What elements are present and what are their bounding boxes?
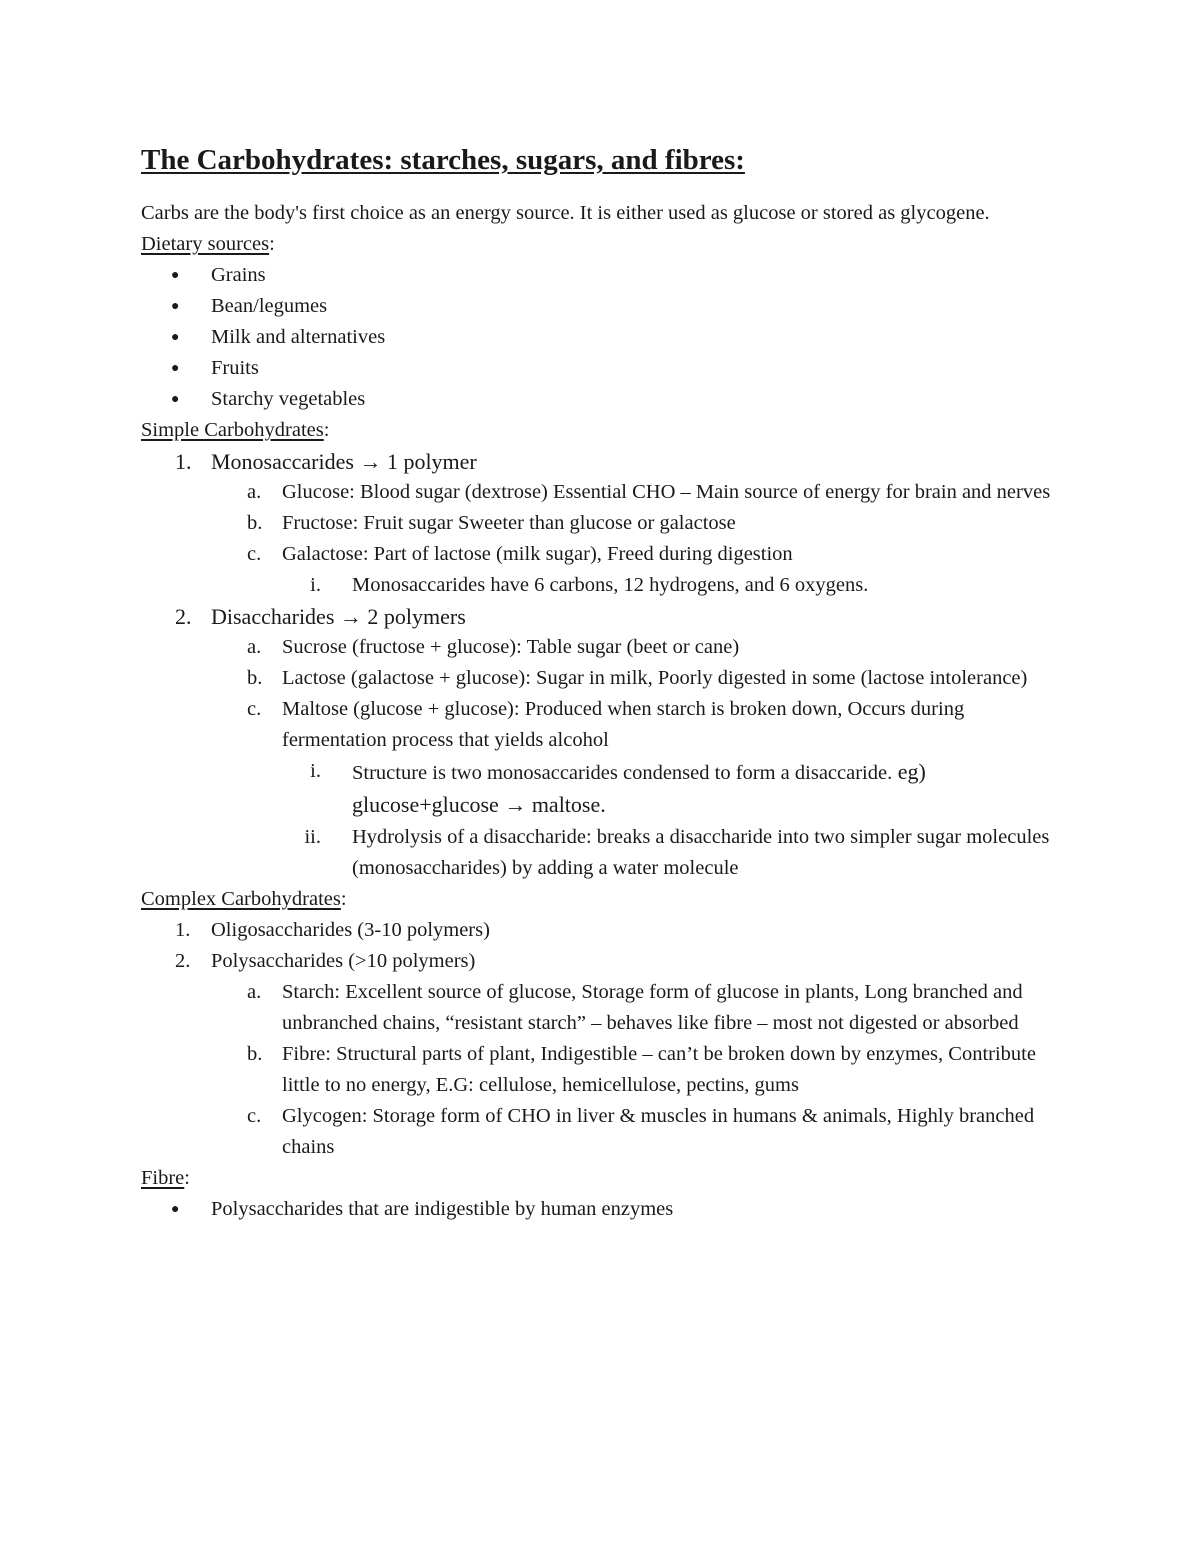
list-marker: c. xyxy=(247,543,262,565)
fibre-label: Fibre xyxy=(141,1167,185,1189)
dietary-sources-list xyxy=(141,260,1071,415)
simple-carbs-label: Simple Carbohydrates xyxy=(141,419,324,441)
maltose-text: Maltose (glucose + glucose): Produced when starch is broken down, Occurs during fermentation process that yields alcohol xyxy=(282,698,965,751)
list-marker: 2. xyxy=(175,950,191,972)
dietary-sources-label: Dietary sources xyxy=(141,233,270,255)
sucrose-text: Sucrose (fructose + glucose): Table sugar (beet or cane) xyxy=(282,636,740,658)
dietary-sources-heading: Dietary sources: xyxy=(141,233,275,255)
polysaccharides-text: Polysaccharides (>10 polymers) xyxy=(211,950,476,972)
monosaccarides-heading: Monosaccarides → 1 polymer xyxy=(211,449,477,474)
complex-carbs-label: Complex Carbohydrates xyxy=(141,888,341,910)
galactose-item xyxy=(141,539,1071,570)
oligosaccharides-item xyxy=(141,915,1071,946)
di-structure-text: Structure is two monosaccarides condensed to form a disaccaride. xyxy=(352,762,893,784)
disaccharides-item xyxy=(141,601,1071,632)
list-marker: 2. xyxy=(175,604,192,629)
list-marker: a. xyxy=(247,981,262,1003)
starch-text: Starch: Excellent source of glucose, Storage form of glucose in plants, Long branched and unbranched chains, “resistant starch” – behaves like fibre – most not digested or absorbed xyxy=(282,981,1023,1034)
list-marker: a. xyxy=(247,636,262,658)
intro-paragraph: Carbs are the body's first choice as an energy source. It is either used as glucose or stored as glycogene. xyxy=(141,202,990,224)
list-item: ● Grains xyxy=(141,260,1071,291)
polysaccharides-item xyxy=(141,946,1071,977)
document-page xyxy=(141,140,1071,1225)
complex-carbs-list xyxy=(141,915,1071,1163)
complex-carbs-heading: Complex Carbohydrates: xyxy=(141,888,347,910)
list-marker: c. xyxy=(247,1105,262,1127)
glucose-item xyxy=(141,477,1071,508)
lactose-text: Lactose (galactose + glucose): Sugar in milk, Poorly digested in some (lactose intolerance) xyxy=(282,667,1028,689)
fibre-text: Fibre: Structural parts of plant, Indigestible – can’t be broken down by enzymes, Contribute little to no energy, E.G: cellulose, hemicellulose, pectins, gums xyxy=(282,1043,1036,1096)
list-marker: 1. xyxy=(175,919,191,941)
fibre-heading: Fibre: xyxy=(141,1167,190,1189)
list-item: ● Polysaccharides that are indigestible by human enzymes xyxy=(141,1194,1071,1225)
mono-structure-text: Monosaccarides have 6 carbons, 12 hydrogens, and 6 oxygens. xyxy=(352,574,869,596)
list-item: ● Milk and alternatives xyxy=(141,322,1071,353)
di-structure-item xyxy=(141,756,1071,822)
fibre-list xyxy=(141,1194,1071,1225)
list-marker: c. xyxy=(247,698,262,720)
di-structure-example: eg) glucose+glucose → maltose. xyxy=(352,759,926,817)
page-title: The Carbohydrates: starches, sugars, and fibres: xyxy=(141,144,745,176)
list-marker: i. xyxy=(310,760,321,782)
glycogen-item xyxy=(141,1101,1071,1163)
simple-carbs-heading: Simple Carbohydrates: xyxy=(141,419,330,441)
fibre-item xyxy=(141,1039,1071,1101)
fructose-text: Fructose: Fruit sugar Sweeter than glucose or galactose xyxy=(282,512,736,534)
simple-carbs-list xyxy=(141,446,1071,884)
glycogen-text: Glycogen: Storage form of CHO in liver & muscles in humans & animals, Highly branched chains xyxy=(282,1105,1035,1158)
monosaccarides-item xyxy=(141,446,1071,477)
hydrolysis-item xyxy=(141,822,1071,884)
glucose-text: Glucose: Blood sugar (dextrose) Essential CHO – Main source of energy for brain and nerves xyxy=(282,481,1051,503)
hydrolysis-text: Hydrolysis of a disaccharide: breaks a disaccharide into two simpler sugar molecules (monosaccharides) by adding a water molecule xyxy=(352,826,1050,879)
list-marker: b. xyxy=(247,512,263,534)
lactose-item xyxy=(141,663,1071,694)
fructose-item xyxy=(141,508,1071,539)
list-marker: b. xyxy=(247,667,263,689)
oligosaccharides-text: Oligosaccharides (3-10 polymers) xyxy=(211,919,490,941)
list-item: ● Bean/legumes xyxy=(141,291,1071,322)
list-marker: a. xyxy=(247,481,262,503)
list-marker: b. xyxy=(247,1043,263,1065)
list-item: ● Starchy vegetables xyxy=(141,384,1071,415)
disaccharides-heading: Disaccharides → 2 polymers xyxy=(211,604,466,629)
mono-structure-item xyxy=(141,570,1071,601)
galactose-text: Galactose: Part of lactose (milk sugar), Freed during digestion xyxy=(282,543,793,565)
list-marker: i. xyxy=(310,574,321,596)
maltose-item xyxy=(141,694,1071,756)
sucrose-item xyxy=(141,632,1071,663)
list-marker: 1. xyxy=(175,449,192,474)
list-marker: ii. xyxy=(304,826,321,848)
starch-item xyxy=(141,977,1071,1039)
list-item: ● Fruits xyxy=(141,353,1071,384)
